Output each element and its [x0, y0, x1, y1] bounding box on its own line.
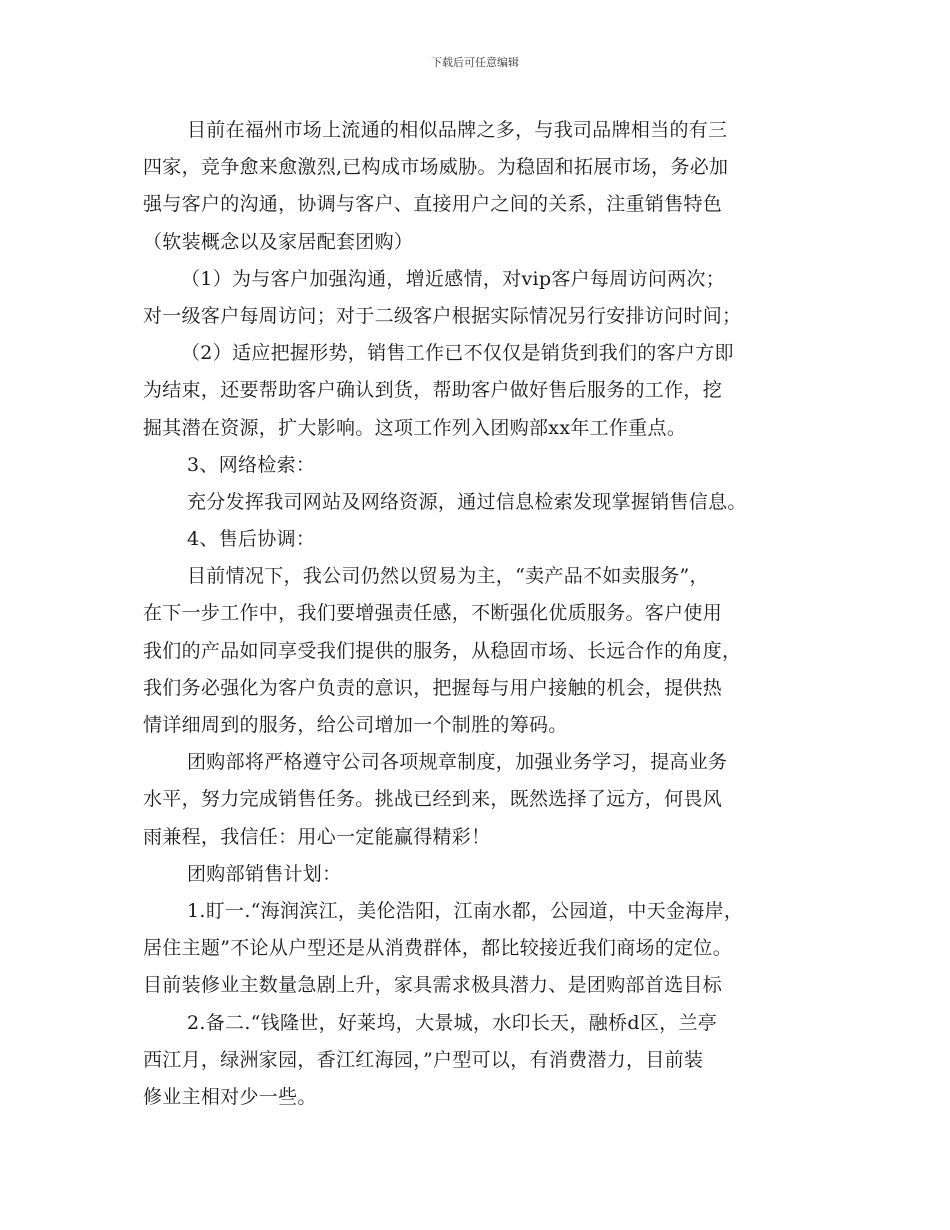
paragraph-line: 情详细周到的服务，给公司增加一个制胜的筹码。 — [143, 714, 568, 736]
page-header: 下载后可任意编辑 — [431, 56, 519, 69]
section-heading: 3、网络检索： — [187, 453, 316, 476]
list-item-line: 2.备二.“钱隆世，好莱坞，大景城，水印长天，融桥d区，兰亭 — [187, 1011, 718, 1034]
paragraph-line: 目前情况下，我公司仍然以贸易为主，“卖产品不如卖服务”， — [187, 565, 709, 588]
paragraph-line: 水平，努力完成销售任务。挑战已经到来，既然选择了远方，何畏风 — [143, 788, 723, 811]
paragraph-line: 掘其潜在资源，扩大影响。这项工作列入团购部xx年工作重点。 — [143, 416, 687, 439]
paragraph-line: 我们的产品如同享受我们提供的服务，从稳固市场、长远合作的角度， — [143, 639, 742, 662]
list-item-line: 1.盯一.“海润滨江，美伦浩阳，江南水都，公园道，中天金海岸， — [187, 899, 744, 922]
list-item-line: （1）为与客户加强沟通，增近感情，对vip客户每周访问两次； — [181, 267, 726, 290]
paragraph-line: 为结束，还要帮助客户确认到货，帮助客户做好售后服务的工作，挖 — [143, 379, 723, 402]
paragraph-line: 团购部将严格遵守公司各项规章制度，加强业务学习，提高业务 — [187, 751, 728, 774]
paragraph-line: （软装概念以及家居配套团购） — [143, 230, 414, 253]
paragraph-line: 居住主题”不论从户型还是从消费群体，都比较接近我们商场的定位。 — [143, 937, 733, 960]
document-body — [143, 112, 823, 1116]
paragraph-line: 雨兼程，我信任：用心一定能赢得精彩！ — [143, 825, 491, 848]
section-heading: 4、售后协调： — [187, 528, 316, 551]
paragraph-line: 目前在福州市场上流通的相似品牌之多，与我司品牌相当的有三 — [187, 119, 728, 141]
paragraph-line: 修业主相对少一些。 — [143, 1085, 317, 1108]
paragraph-line: 四家，竞争愈来愈激烈,已构成市场威胁。为稳固和拓展市场，务必加 — [143, 156, 729, 179]
paragraph-line: 我们务必强化为客户负责的意识，把握每与用户接触的机会，提供热 — [143, 676, 723, 699]
paragraph-line: 在下一步工作中，我们要增强责任感，不断强化优质服务。客户使用 — [143, 602, 723, 625]
paragraph-line: 强与客户的沟通，协调与客户、直接用户之间的关系，注重销售特色 — [143, 193, 723, 216]
paragraph-line: 对一级客户每周访问；对于二级客户根据实际情况另行安排访问时间； — [143, 304, 742, 327]
section-heading: 团购部销售计划： — [187, 862, 342, 885]
paragraph-line: 目前装修业主数量急剧上升，家具需求极具潜力、是团购部首选目标 — [143, 974, 723, 997]
list-item-line: （2）适应把握形势，销售工作已不仅仅是销货到我们的客户方即 — [181, 342, 734, 365]
paragraph-line: 充分发挥我司网站及网络资源，通过信息检索发现掌握销售信息。 — [187, 490, 747, 513]
paragraph-line: 西江月，绿洲家园，香江红海园，”户型可以，有消费潜力，目前装 — [143, 1048, 704, 1071]
